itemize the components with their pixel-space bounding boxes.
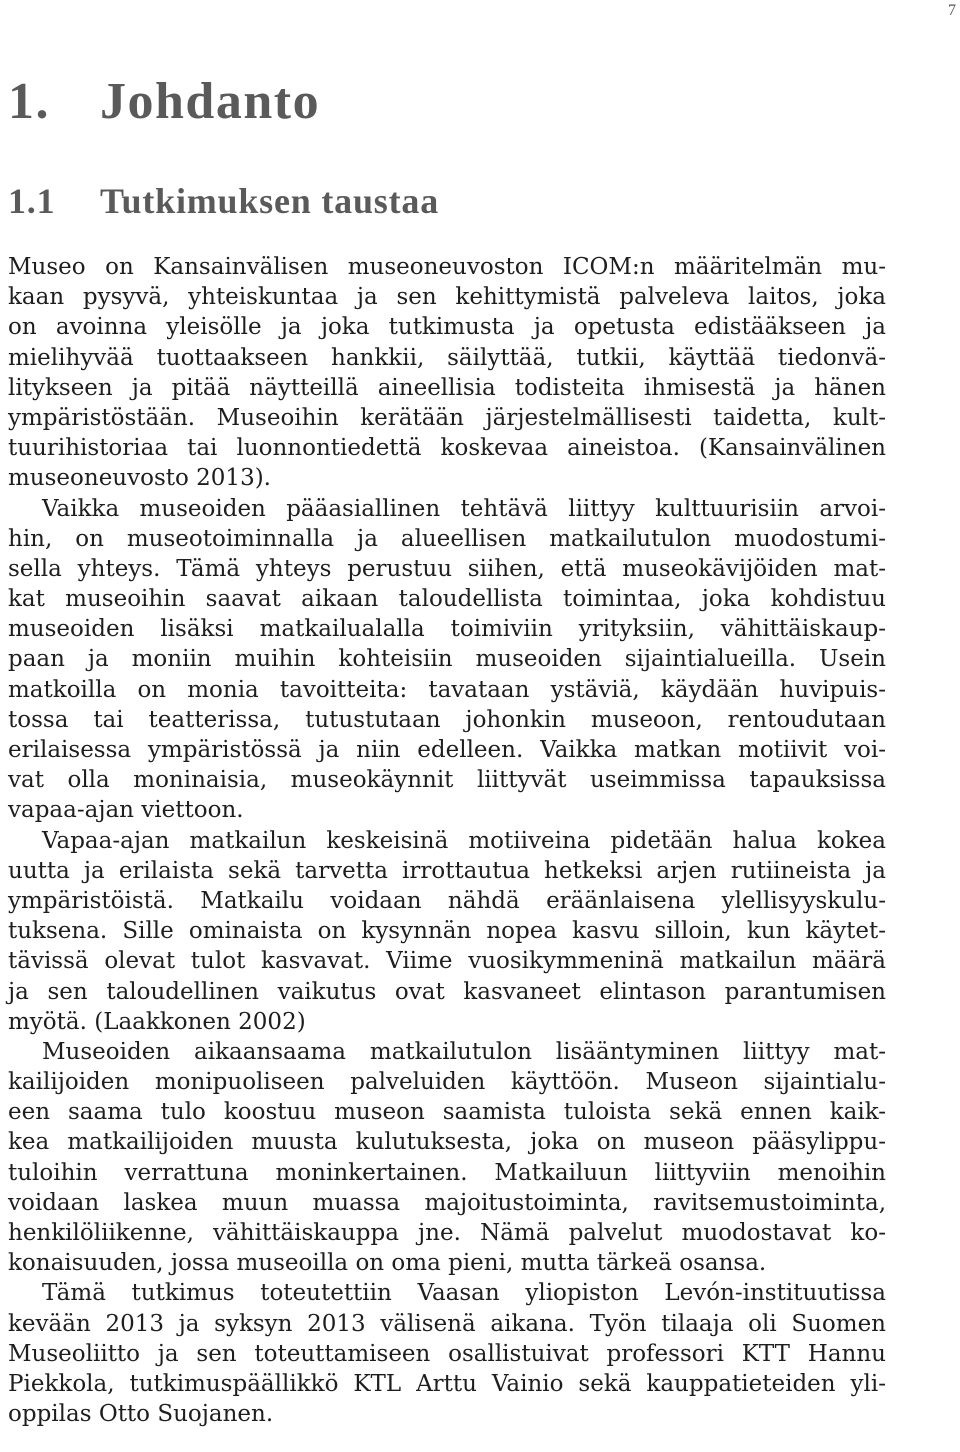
- page-number: 7: [948, 2, 956, 19]
- text-line: tävissä olevat tulot kasvavat. Viime vuosikymmeninä matkailun määrä: [8, 948, 886, 975]
- text-line: myötä. (Laakkonen 2002): [8, 1008, 306, 1035]
- chapter-title: Johdanto: [100, 73, 321, 130]
- section-title: Tutkimuksen taustaa: [100, 181, 439, 221]
- text-line: mielihyvää tuottaakseen hankkii, säilyttää, tutkii, käyttää tiedonvä-: [8, 344, 886, 371]
- text-line: Vaikka museoiden pääasiallinen tehtävä liittyy kulttuurisiin arvoi-: [42, 495, 886, 522]
- text-line: museoneuvosto 2013).: [8, 465, 271, 492]
- text-line: Museoiden aikaansaama matkailutulon lisääntyminen liittyy mat-: [42, 1038, 886, 1065]
- text-line: hin, on museotoiminnalla ja alueellisen matkailutulon muodostumi-: [8, 525, 886, 552]
- text-line: tuksena. Sille ominaista on kysynnän nopea kasvu silloin, kun käytet-: [8, 918, 886, 945]
- paragraph: [8, 1037, 886, 1279]
- text-line: kailijoiden monipuoliseen palveluiden käyttöön. Museon sijaintialu-: [8, 1069, 886, 1096]
- text-line: ympäristöstään. Museoihin kerätään järjestelmällisesti taidetta, kult-: [8, 404, 886, 431]
- text-line: ympäristöistä. Matkailu voidaan nähdä eräänlaisena ylellisyyskulu-: [8, 887, 886, 914]
- text-line: kea matkailijoiden muusta kulutuksesta, joka on museon pääsylippu-: [8, 1129, 886, 1156]
- section-number: 1.1: [8, 181, 56, 221]
- text-line: erilaisessa ympäristössä ja niin edelleen. Vaikka matkan motiivit voi-: [8, 737, 886, 763]
- body-text: [8, 252, 886, 1429]
- text-line: Piekkola, tutkimuspäällikkö KTL Arttu Vainio sekä kauppatieteiden yli-: [8, 1370, 886, 1397]
- text-line: kat museoihin saavat aikaan taloudellista toimintaa, joka kohdistuu: [8, 586, 886, 613]
- text-line: museoiden lisäksi matkailualalla toimiviin yrityksiin, vähittäiskaup-: [8, 616, 886, 643]
- chapter-number: 1.: [8, 73, 50, 130]
- paragraph: [8, 1278, 886, 1429]
- text-line: matkoilla on monia tavoitteita: tavataan ystäviä, käydään huvipuis-: [8, 676, 886, 703]
- text-line: Museo on Kansainvälisen museoneuvoston ICOM:n määritelmän mu-: [8, 254, 886, 280]
- text-line: uutta ja erilaista sekä tarvetta irrottautua hetkeksi arjen rutiineista ja: [8, 857, 886, 884]
- text-line: vapaa-ajan viettoon.: [8, 797, 244, 824]
- text-line: tuurihistoriaa tai luonnontiedettä koskevaa aineistoa. (Kansainvälinen: [8, 435, 886, 462]
- text-line: Tämä tutkimus toteutettiin Vaasan yliopiston Levón-instituutissa: [42, 1280, 886, 1307]
- text-line: litykseen ja pitää näytteillä aineellisia todisteita ihmisestä ja hänen: [8, 374, 886, 401]
- text-line: een saama tulo koostuu museon saamista tuloista sekä ennen kaik-: [8, 1099, 886, 1126]
- paragraph: [8, 494, 886, 826]
- text-line: tuloihin verrattuna moninkertainen. Matkailuun liittyviin menoihin: [8, 1159, 886, 1186]
- text-line: Museoliitto ja sen toteuttamiseen osallistuivat professori KTT Hannu: [8, 1340, 886, 1367]
- paragraph: [8, 826, 886, 1037]
- text-line: oppilas Otto Suojanen.: [8, 1401, 274, 1428]
- text-line: ja sen taloudellinen vaikutus ovat kasvaneet elintason parantumisen: [8, 978, 886, 1005]
- text-line: Vapaa-ajan matkailun keskeisinä motiiveina pidetään halua kokea: [42, 827, 886, 854]
- paragraph: [8, 252, 886, 494]
- text-line: paan ja moniin muihin kohteisiin museoiden sijaintialueilla. Usein: [8, 646, 886, 673]
- text-line: henkilöliikenne, vähittäiskauppa jne. Nämä palvelut muodostavat ko-: [8, 1220, 886, 1246]
- text-line: on avoinna yleisölle ja joka tutkimusta ja opetusta edistääkseen ja: [8, 314, 886, 341]
- text-line: tossa tai teatterissa, tutustutaan johonkin museoon, rentoudutaan: [8, 706, 886, 733]
- text-line: sella yhteys. Tämä yhteys perustuu siihen, että museokävijöiden mat-: [8, 555, 886, 582]
- text-line: vat olla moninaisia, museokäynnit liittyvät useimmissa tapauksissa: [8, 767, 886, 794]
- text-line: kaan pysyvä, yhteiskuntaa ja sen kehittymistä palveleva laitos, joka: [8, 284, 886, 311]
- chapter-heading: [8, 72, 320, 131]
- text-line: konaisuuden, jossa museoilla on oma pieni, mutta tärkeä osansa.: [8, 1250, 767, 1277]
- text-line: voidaan laskea muun muassa majoitustoiminta, ravitsemustoiminta,: [8, 1189, 886, 1216]
- text-line: kevään 2013 ja syksyn 2013 välisenä aikana. Työn tilaaja oli Suomen: [8, 1310, 886, 1337]
- section-heading: [8, 180, 439, 222]
